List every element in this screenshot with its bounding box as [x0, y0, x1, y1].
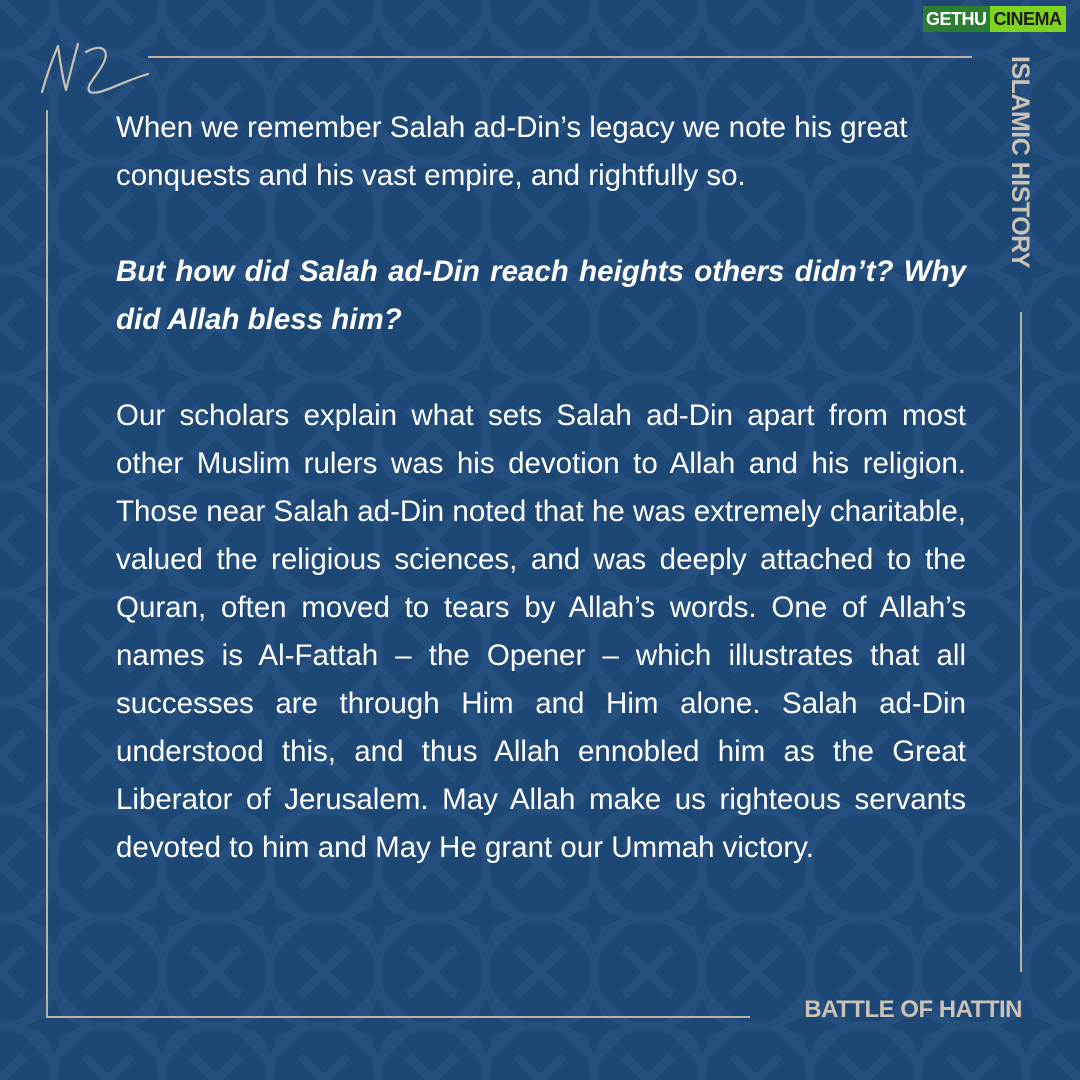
watermark-part-2: CINEMA: [990, 6, 1066, 32]
side-label-text: ISLAMIC HISTORY: [1006, 56, 1034, 268]
signature-logo-icon: [30, 30, 160, 110]
frame-left-line: [46, 110, 48, 1018]
footer-title: BATTLE OF HATTIN: [804, 996, 1022, 1023]
frame-top-line: [148, 56, 972, 58]
question-paragraph: But how did Salah ad-Din reach heights others didn’t? Why did Allah bless him?: [116, 255, 966, 336]
watermark-logo: [923, 6, 1066, 32]
explanation-paragraph: Our scholars explain what sets Salah ad-Din apart from most other Muslim rulers was his devotion to Allah and his religion. Those near Salah ad-Din noted that he was extremely charitable, valued the religious sciences, and was deeply attached to the Quran, often moved to tears by Allah’s words. One of Allah’s names is Al-Fattah – the Opener – which illustrates that all successes are through Him and Him alone. Salah ad-Din understood this, and thus Allah ennobled him as the Great Liberator of Jerusalem. May Allah make us righteous servants devoted to him and May He grant our Ummah victory.: [116, 399, 966, 864]
frame-bottom-line: [46, 1016, 750, 1018]
frame-right-line: [1020, 312, 1022, 972]
article-body: [116, 104, 966, 872]
watermark-part-1: GETHU: [923, 6, 990, 32]
intro-paragraph: When we remember Salah ad-Din’s legacy we note his great conquests and his vast empire, and rightfully so.: [116, 111, 908, 192]
